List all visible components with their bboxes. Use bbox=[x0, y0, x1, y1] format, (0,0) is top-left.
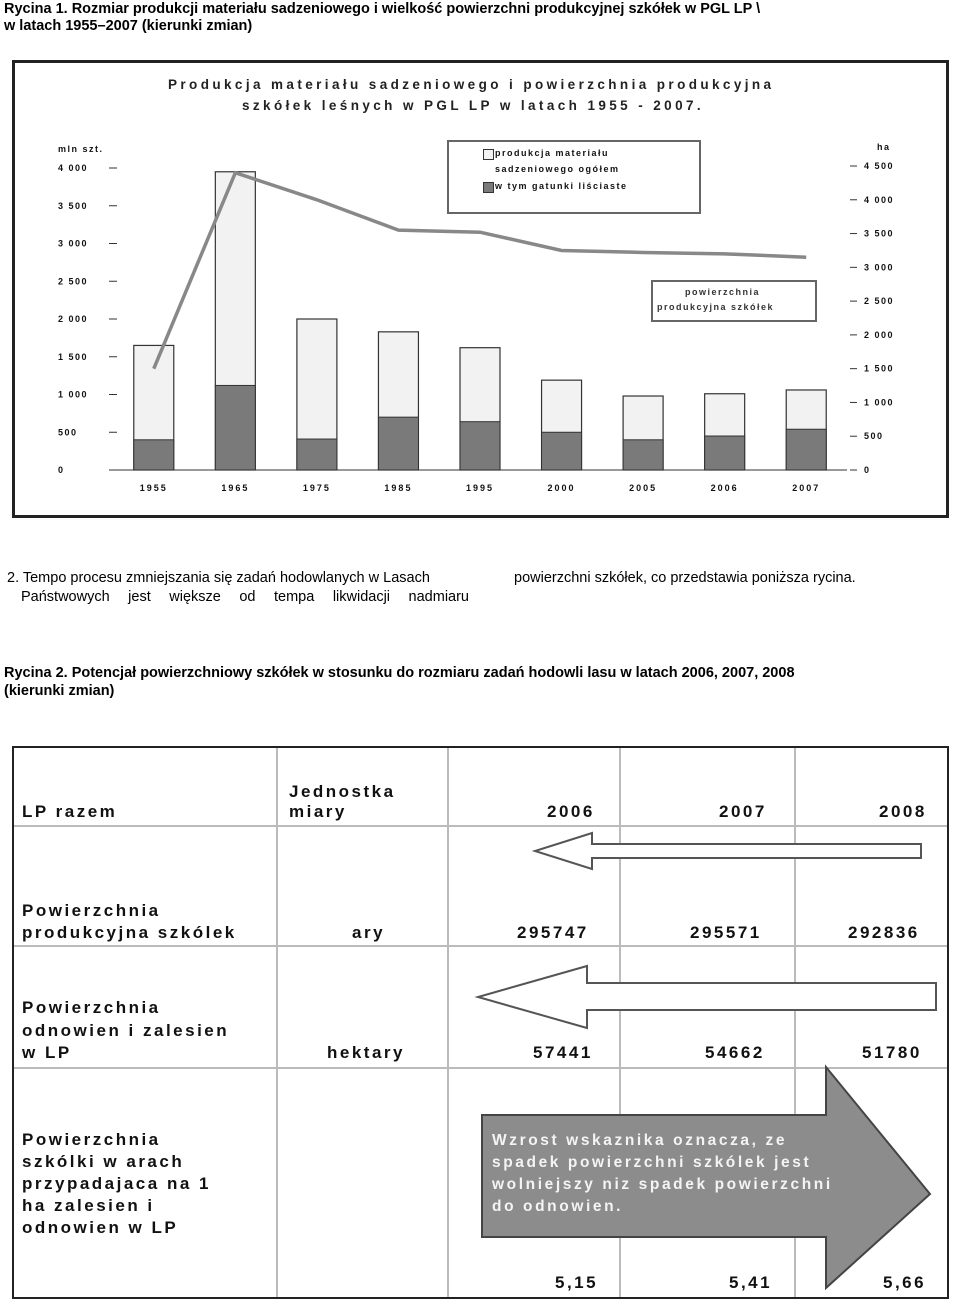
row3-label-line2: szkólki w arach bbox=[22, 1152, 185, 1171]
y2-tick-label: 0 bbox=[864, 465, 871, 475]
table-header-year-2007: 2007 bbox=[719, 802, 767, 821]
row2-label-line2: odnowien i zalesien bbox=[22, 1021, 230, 1040]
legend-label-deciduous: w tym gatunki liściaste bbox=[495, 181, 628, 191]
y-tick-label: 3 000 bbox=[58, 238, 89, 249]
row3-label-line1: Powierzchnia bbox=[22, 1130, 161, 1149]
y-tick-label: 2 000 bbox=[58, 314, 89, 324]
table-header-unit-line1: Jednostka bbox=[289, 782, 396, 801]
chart1-ylabel: mln szt. bbox=[58, 144, 104, 154]
table-header-year-2006: 2006 bbox=[547, 802, 595, 821]
chart1-line-label-box bbox=[651, 280, 817, 322]
figure1-caption-line2: w latach 1955–2007 (kierunki zmian) bbox=[4, 18, 253, 34]
x-tick-label: 1965 bbox=[221, 483, 250, 493]
paragraph-left-line1: 2. Tempo procesu zmniejszania się zadań hodowlanych w Lasach bbox=[7, 570, 430, 586]
line-label-line1: powierzchnia bbox=[685, 287, 761, 297]
arrow-left-small bbox=[535, 833, 921, 869]
figure2-caption-line1: Rycina 2. Potencjał powierzchniowy szkółek w stosunku do rozmiaru zadań hodowli lasu w latach 2006, 2007, 2008 bbox=[4, 665, 795, 681]
paragraph-left-line2: Państwowych jest większe od tempa likwidacji nadmiaru bbox=[21, 589, 469, 605]
row3-label-line4: ha zalesien i bbox=[22, 1196, 155, 1215]
row1-value-2007: 295571 bbox=[690, 923, 762, 942]
legend-swatch-deciduous bbox=[483, 182, 494, 193]
x-tick-label: 2007 bbox=[792, 483, 821, 493]
chart1-y2label: ha bbox=[877, 142, 891, 152]
y2-tick-label: 1 000 bbox=[864, 397, 895, 408]
note-line1: Wzrost wskaznika oznacza, ze bbox=[492, 1132, 788, 1149]
y2-tick-label: 4 500 bbox=[864, 161, 895, 171]
bar-deciduous-1975 bbox=[297, 439, 337, 470]
chart1-legend bbox=[447, 140, 701, 214]
y2-tick-label: 500 bbox=[864, 431, 884, 442]
bar-deciduous-2005 bbox=[623, 440, 663, 470]
y-tick-label: 1 000 bbox=[58, 389, 89, 400]
arrow-left-large bbox=[478, 966, 936, 1028]
legend-swatch-total bbox=[483, 149, 494, 160]
legend-label-total-line1: produkcja materiału bbox=[495, 148, 610, 158]
x-tick-label: 2000 bbox=[547, 483, 576, 493]
x-tick-label: 1975 bbox=[302, 483, 331, 493]
chart1-title-line2: szkółek leśnych w PGL LP w latach 1955 - 2007. bbox=[242, 98, 705, 113]
row2-label-line3: w LP bbox=[22, 1043, 72, 1062]
row2-unit: hektary bbox=[327, 1043, 405, 1062]
chart1-svg bbox=[0, 0, 960, 520]
table-header-year-2008: 2008 bbox=[879, 802, 927, 821]
y2-tick-label: 3 000 bbox=[864, 262, 895, 273]
figure2-caption-line2: (kierunki zmian) bbox=[4, 683, 115, 699]
x-tick-label: 2006 bbox=[710, 483, 739, 493]
note-line3: wolniejszy niz spadek powierzchni bbox=[492, 1176, 833, 1193]
x-tick-label: 2005 bbox=[629, 483, 658, 493]
bar-deciduous-1955 bbox=[134, 440, 174, 470]
bar-deciduous-2006 bbox=[705, 436, 745, 470]
row2-value-2006: 57441 bbox=[533, 1043, 593, 1062]
row1-label-line1: Powierzchnia bbox=[22, 901, 161, 920]
bar-deciduous-2000 bbox=[542, 432, 582, 470]
y-tick-label: 0 bbox=[58, 465, 65, 475]
row3-value-2008: 5,66 bbox=[883, 1273, 927, 1292]
x-tick-label: 1955 bbox=[139, 483, 168, 493]
legend-label-total-line2: sadzeniowego ogółem bbox=[495, 164, 620, 174]
row3-value-2006: 5,15 bbox=[555, 1273, 599, 1292]
y-tick-label: 1 500 bbox=[58, 351, 89, 362]
row2-label-line1: Powierzchnia bbox=[22, 998, 161, 1017]
row1-unit: ary bbox=[352, 923, 386, 942]
row1-label-line2: produkcyjna szkólek bbox=[22, 923, 237, 942]
y2-tick-label: 4 000 bbox=[864, 194, 895, 205]
row2-value-2007: 54662 bbox=[705, 1043, 765, 1062]
y2-tick-label: 3 500 bbox=[864, 228, 895, 239]
table-header-lp: LP razem bbox=[22, 802, 118, 821]
note-line4: do odnowien. bbox=[492, 1198, 624, 1215]
y2-tick-label: 1 500 bbox=[864, 363, 895, 374]
figure1-caption-line1: Rycina 1. Rozmiar produkcji materiału sadzeniowego i wielkość powierzchni produkcyjnej szkółek w PGL LP \ bbox=[4, 1, 761, 17]
y2-tick-label: 2 500 bbox=[864, 296, 895, 307]
bar-deciduous-2007 bbox=[786, 429, 826, 470]
row3-label-line3: przypadajaca na 1 bbox=[22, 1174, 211, 1193]
y-tick-label: 4 000 bbox=[58, 163, 89, 173]
note-line2: spadek powierzchni szkólek jest bbox=[492, 1154, 812, 1171]
row2-value-2008: 51780 bbox=[862, 1043, 922, 1062]
chart1-title-line1: Produkcja materiału sadzeniowego i powierzchnia produkcyjna bbox=[168, 77, 775, 92]
y-tick-label: 3 500 bbox=[58, 200, 89, 211]
y-tick-label: 500 bbox=[58, 427, 78, 438]
row1-value-2006: 295747 bbox=[517, 923, 589, 942]
y2-tick-label: 2 000 bbox=[864, 329, 895, 340]
row1-value-2008: 292836 bbox=[848, 923, 920, 942]
table-header-unit-line2: miary bbox=[289, 802, 347, 821]
y-tick-label: 2 500 bbox=[58, 276, 89, 287]
bar-deciduous-1995 bbox=[460, 422, 500, 470]
row3-label-line5: odnowien w LP bbox=[22, 1218, 179, 1237]
x-tick-label: 1985 bbox=[384, 483, 413, 493]
paragraph-right-line1: powierzchni szkółek, co przedstawia poniższa rycina. bbox=[514, 570, 856, 586]
bar-deciduous-1985 bbox=[378, 417, 418, 470]
bar-deciduous-1965 bbox=[215, 385, 255, 470]
row3-value-2007: 5,41 bbox=[729, 1273, 773, 1292]
line-label-line2: produkcyjna szkółek bbox=[657, 302, 775, 312]
x-tick-label: 1995 bbox=[465, 483, 495, 493]
